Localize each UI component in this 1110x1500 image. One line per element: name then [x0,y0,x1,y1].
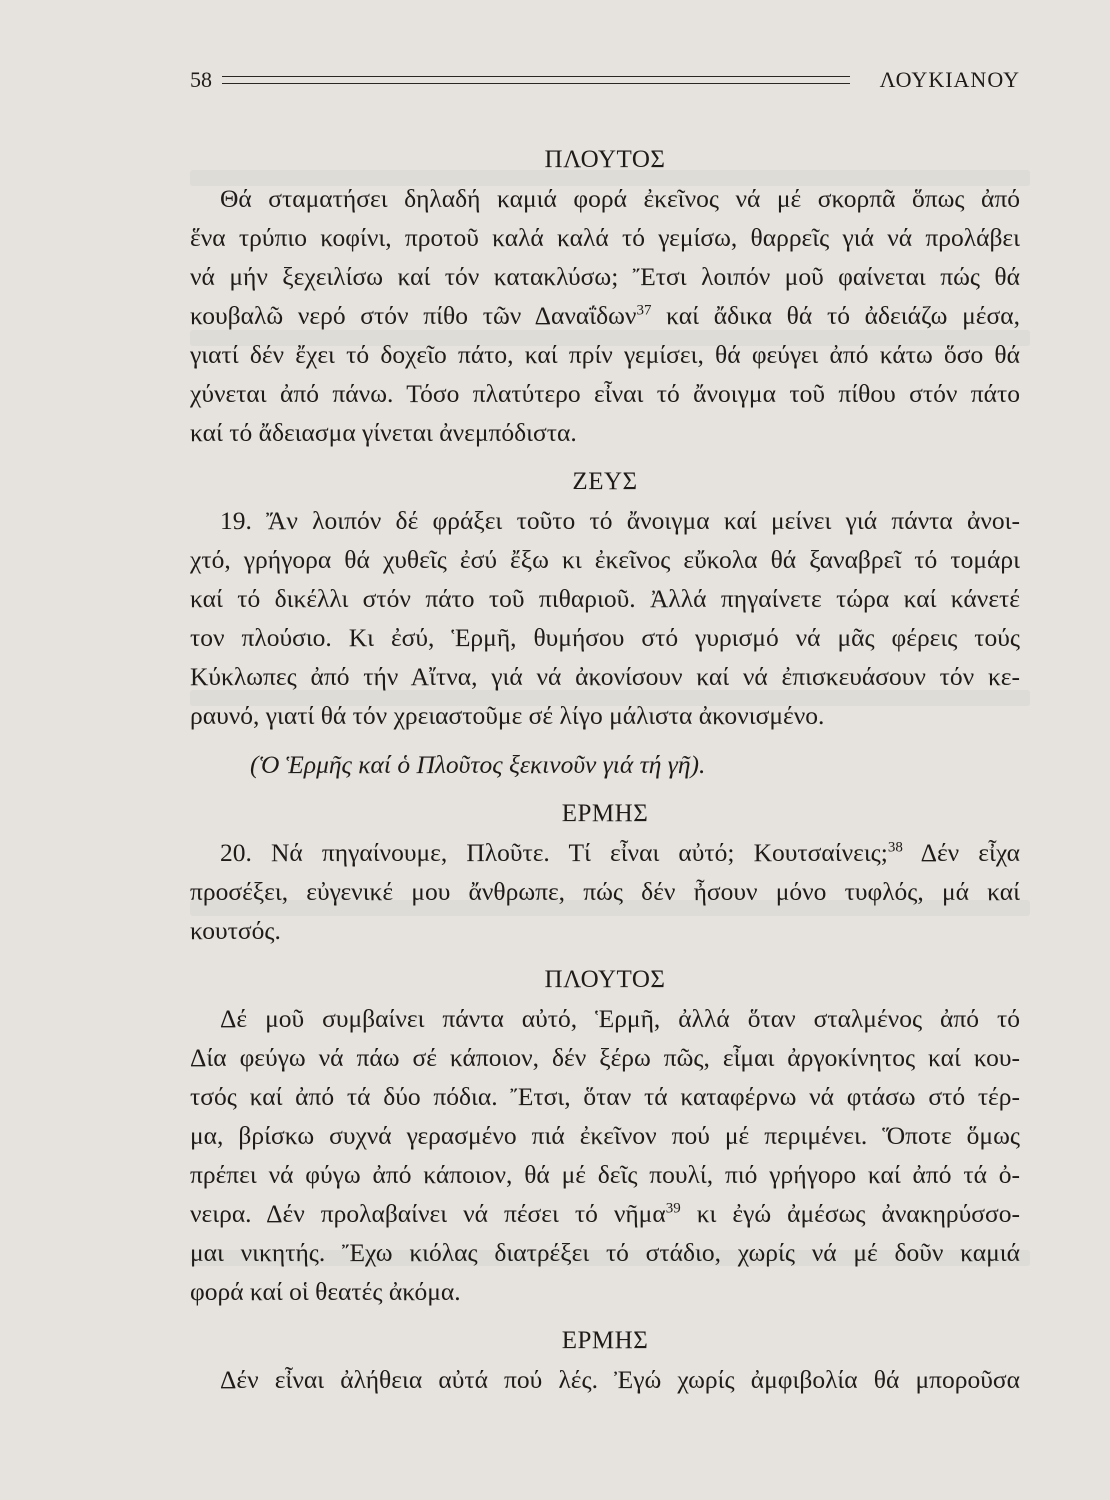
dialogue-paragraph [190,1360,1020,1399]
page-header [190,62,1020,98]
text-segment: κι ἐγώ ἀμέσως ἀνακηρύσσο- [696,1199,1020,1228]
text-line: 19. Ἄν λοιπόν δέ φράξει τοῦτο τό ἄνοιγμα καί μείνει γιά πάντα ἀνοι- [220,506,1020,535]
header-rule [222,76,850,84]
text-line: ἕνα τρύπιο κοφίνι, προτοῦ καλά καλά τό γεμίσω, θαρρεῖς γιά νά προλάβει [190,223,1020,252]
text-segment: 20. Νά πηγαίνουμε, Πλοῦτε. Τί εἶναι αὐτό; Κουτσαίνεις; [220,838,888,867]
text-line: φορά καί οἱ θεατές ἀκόμα. [190,1277,461,1306]
speaker-heading: ΕΡΜΗΣ [561,1327,649,1354]
text-line: τσός καί ἀπό τά δύο πόδια. Ἔτσι, ὅταν τά καταφέρνω νά φτάσω στό τέρ- [190,1082,1020,1111]
running-title: ΛΟΥΚΙΑΝΟΥ [879,67,1020,92]
text-segment: Δέν εἶχα [902,838,1020,867]
text-line: Κύκλωπες ἀπό τήν Αἴτνα, γιά νά ἀκονίσουν καί νά ἐπισκευάσουν τόν κε- [190,662,1020,691]
dialogue-paragraph [190,179,1020,452]
text-line: μαι νικητής. Ἔχω κιόλας διατρέξει τό στάδιο, χωρίς νά μέ δοῦν καμιά [190,1238,1020,1267]
main-text [190,130,1020,1399]
text-line: ραυνό, γιατί θά τόν χρειαστοῦμε σέ λίγο μάλιστα ἀκονισμένο. [190,701,825,730]
speaker-heading: ΠΛΟΥΤΟΣ [544,966,666,993]
text-line [190,296,1020,335]
dialogue-paragraph [190,999,1020,1311]
dialogue-paragraph [190,833,1020,950]
text-line: μα, βρίσκω συχνά γερασμένο πιά ἐκεῖνον πού μέ περιμένει. Ὅποτε ὅμως [190,1121,1020,1150]
text-segment: κουβαλῶ νερό στόν πίθο τῶν Δαναΐδων [190,301,637,330]
text-line: Θά σταματήσει δηλαδή καμιά φορά ἐκεῖνος νά μέ σκορπᾶ ὅπως ἀπό [220,184,1020,213]
speaker-heading: ΕΡΜΗΣ [561,800,649,827]
text-line: Δέ μοῦ συμβαίνει πάντα αὐτό, Ἑρμῆ, ἀλλά ὅταν σταλμένος ἀπό τό [220,1004,1020,1033]
text-line: γιατί δέν ἔχει τό δοχεῖο πάτο, καί πρίν γεμίσει, θά φεύγει ἀπό κάτω ὅσο θά [190,340,1020,369]
text-line: πρέπει νά φύγω ἀπό κάποιον, θά μέ δεῖς πουλί, πιό γρήγορο καί ἀπό τά ὀ- [190,1160,1020,1189]
text-line: καί τό ἄδειασμα γίνεται ἀνεμπόδιστα. [190,418,577,447]
text-line: προσέξει, εὐγενικέ μου ἄνθρωπε, πώς δέν ἦσουν μόνο τυφλός, μά καί [190,877,1020,906]
text-line: κουτσός. [190,916,281,945]
text-line: χτό, γρήγορα θά χυθεῖς ἐσύ ἔξω κι ἐκεῖνος εὔκολα θά ξαναβρεῖ τό τομάρι [190,545,1020,574]
text-line [190,833,1020,872]
text-line [190,1194,1020,1233]
text-line: χύνεται ἀπό πάνω. Τόσο πλατύτερο εἶναι τό ἄνοιγμα τοῦ πίθου στόν πάτο [190,379,1020,408]
text-line: τον πλούσιο. Κι ἐσύ, Ἑρμῆ, θυμήσου στό γυρισμό νά μᾶς φέρεις τούς [190,623,1020,652]
dialogue-paragraph [190,501,1020,735]
footnote-ref: 37 [636,302,652,319]
footnote-ref: 39 [665,1200,681,1217]
page-number: 58 [190,67,212,92]
footnote-ref: 38 [887,839,903,856]
text-line: Δία φεύγω νά πάω σέ κάποιον, δέν ξέρω πῶς, εἶμαι ἀργοκίνητος καί κου- [190,1043,1020,1072]
speaker-heading: ΠΛΟΥΤΟΣ [544,146,666,173]
text-line: νά μήν ξεχειλίσω καί τόν κατακλύσω; Ἔτσι λοιπόν μοῦ φαίνεται πώς θά [190,262,1020,291]
speaker-heading: ΖΕΥΣ [572,468,638,495]
text-line: καί τό δικέλλι στόν πάτο τοῦ πιθαριοῦ. Ἀλλά πηγαίνετε τώρα καί κάνετέ [190,584,1020,613]
text-segment: νειρα. Δέν προλαβαίνει νά πέσει τό νῆμα [190,1199,666,1228]
stage-direction: (Ὁ Ἑρμῆς καί ὁ Πλοῦτος ξεκινοῦν γιά τή γῆ). [250,750,706,779]
text-segment: καί ἄδικα θά τό ἀδειάζω μέσα, [651,301,1020,330]
text-line: Δέν εἶναι ἀλήθεια αὐτά πού λές. Ἐγώ χωρίς ἀμφιβολία θά μποροῦσα [220,1365,1020,1394]
